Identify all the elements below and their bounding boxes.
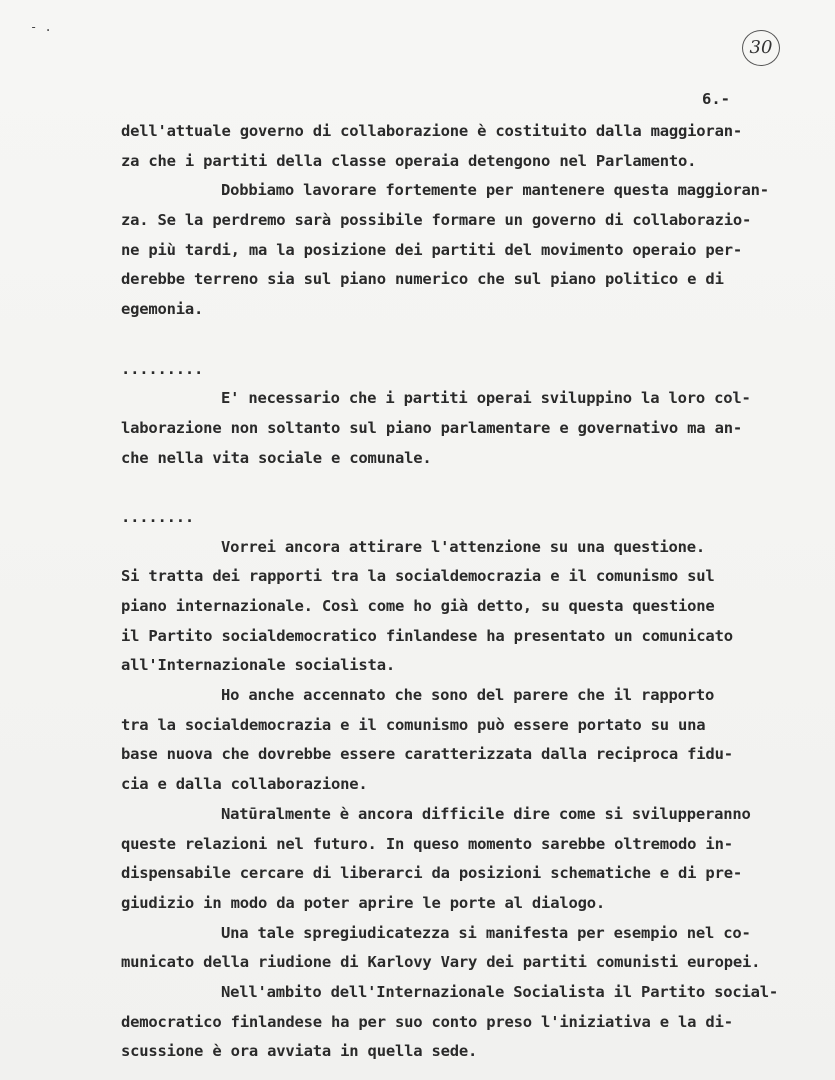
text-line: base nuova che dovrebbe essere caratterizzata dalla reciproca fidu- <box>121 745 733 764</box>
text-line: democratico finlandese ha per suo conto preso l'iniziativa e la di- <box>121 1012 733 1031</box>
text-line: Una tale spregiudicatezza si manifesta per esempio nel co- <box>221 923 751 942</box>
text-line: E' necessario che i partiti operai sviluppino la loro col- <box>221 389 751 408</box>
text-line: che nella vita sociale e comunale. <box>121 448 432 467</box>
text-line: derebbe terreno sia sul piano numerico che sul piano politico e di <box>121 270 724 289</box>
text-line: za. Se la perdremo sarà possibile formare un governo di collaborazio- <box>121 211 752 230</box>
page-number: 6.- <box>702 90 730 108</box>
text-line: dispensabile cercare di liberarci da posizioni schematiche e di pre- <box>121 864 742 883</box>
text-line: Nell'ambito dell'Internazionale Socialista il Partito social- <box>221 982 779 1001</box>
text-line: all'Internazionale socialista. <box>121 656 395 675</box>
archive-number-stamp: 30 <box>742 30 780 66</box>
text-line: Si tratta dei rapporti tra la socialdemocrazia e il comunismo sul <box>121 567 715 586</box>
text-line: Vorrei ancora attirare l'attenzione su una questione. <box>221 537 705 556</box>
text-line: Ho anche accennato che sono del parere che il rapporto <box>221 686 715 705</box>
text-line: ne più tardi, ma la posizione dei partiti del movimento operaio per- <box>121 240 742 259</box>
text-line: il Partito socialdemocratico finlandese ha presentato un comunicato <box>121 626 733 645</box>
text-line: Natūralmente è ancora difficile dire come si svilupperanno <box>221 804 751 823</box>
text-line: piano internazionale. Così come ho già detto, su questa questione <box>121 597 715 615</box>
text-line: dell'attuale governo di collaborazione è costituito dalla maggioran- <box>121 122 742 140</box>
text-line: cia e dalla collaborazione. <box>121 775 368 794</box>
section-separator: ......... <box>121 359 204 378</box>
text-line: za che i partiti della classe operaia detengono nel Parlamento. <box>121 151 697 170</box>
corner-mark: - . <box>30 20 52 34</box>
text-line: queste relazioni nel futuro. In queso momento sarebbe oltremodo in- <box>121 834 733 853</box>
document-body <box>121 117 811 1067</box>
text-line: Dobbiamo lavorare fortemente per mantenere questa maggioran- <box>221 181 769 200</box>
text-line: scussione è ora avviata in quella sede. <box>121 1042 478 1061</box>
text-line: laborazione non soltanto sul piano parlamentare e governativo ma an- <box>121 418 742 437</box>
text-line: egemonia. <box>121 300 204 319</box>
text-line: tra la socialdemocrazia e il comunismo può essere portato su una <box>121 715 706 734</box>
text-line: giudizio in modo da poter aprire le porte al dialogo. <box>121 893 605 912</box>
text-line: municato della riudione di Karlovy Vary dei partiti comunisti europei. <box>121 953 761 972</box>
section-separator: ........ <box>121 507 195 526</box>
